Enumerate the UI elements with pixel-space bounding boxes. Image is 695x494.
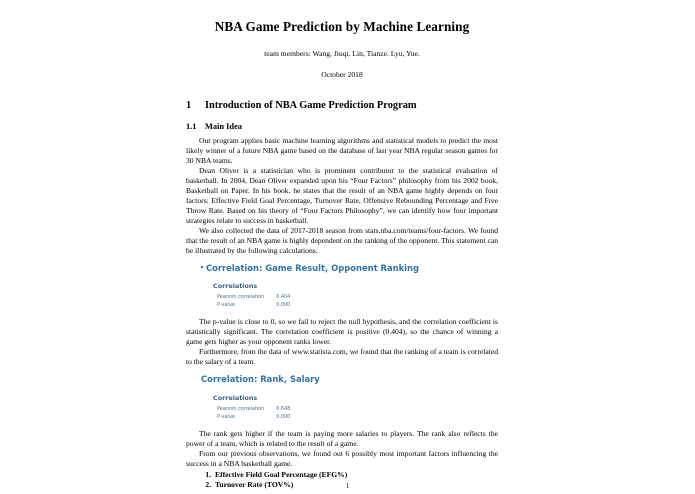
page-number: 1	[345, 482, 350, 490]
paragraph-rank-salary: The rank gets higher if the team is paying more salaries to players. The rank also reflects the power of a team, which is related to the result of a game.	[186, 428, 498, 448]
pearson-correlation-value-2: 0.648	[276, 405, 291, 412]
correlation-heading-2-label: Correlation: Rank, Salary	[201, 374, 320, 385]
date-line: October 2018	[321, 69, 363, 79]
p-value-value-2: 0.000	[276, 413, 291, 420]
artifact-mark-2: ·	[336, 423, 338, 430]
paragraph-data-collection: We also collected the data of 2017-2018 season from stats.nba.com/teams/four-factors. We found that the result of an NBA game is highly dependent on the ranking of the opponent. This statement can be illustrated by the following calculations.	[186, 225, 498, 256]
correlations-table-2	[217, 406, 290, 422]
page-content	[186, 0, 498, 491]
paragraph-statista: Furthermore, from the data of www.statista.com, we found that the ranking of a team is correlated to the salary of a team.	[186, 347, 498, 367]
section-title: Introduction of NBA Game Prediction Program	[205, 99, 417, 111]
p-value-label-2: P-value	[217, 413, 235, 420]
table-row	[217, 406, 290, 414]
square-bullet-icon	[201, 266, 203, 268]
section-number: 1	[186, 99, 192, 111]
p-value-label-1: P-value	[217, 302, 235, 309]
pearson-correlation-label-2: Pearson correlation	[217, 405, 265, 412]
pearson-correlation-label-1: Pearson correlation	[217, 294, 265, 301]
paragraph-main-idea: Our program applies basic machine learning algorithms and statistical models to predict the most likely winner of a future NBA game based on the database of last year NBA regular season games for 30 NBA teams.	[186, 135, 498, 165]
correlations-table-title-2: Correlations	[213, 393, 258, 402]
artifact-mark-1: ·	[336, 312, 338, 319]
p-value-value-1: 0.000	[276, 302, 291, 309]
correlations-table-1	[217, 294, 290, 310]
paragraph-dean-oliver: Dean Oliver is a statistician who is prominent contributor to the statistical evaluation of basketball. In 2004, Dean Oliver expanded upon his “Four Factors” philosophy from his 2002 book, Basketball on Paper. In his book, he states that the result of an NBA game highly depends on four factors: Effective Field Goal Percentage, Turnover Rate, Offensive Rebounding Percentage and Free Throw Rate. Based on his theory of “Four Factors Philosophy”, we can identify how four important strategies relate to success in basketball.	[186, 165, 498, 225]
page-title: NBA Game Prediction by Machine Learning	[214, 19, 470, 34]
subsection-heading	[186, 122, 498, 131]
pearson-correlation-value-1: 0.404	[276, 294, 291, 301]
correlation-heading-2	[201, 374, 498, 384]
author-line: team members: Wang, Jiuqi. Lin, Tianze. Lyu, Yue.	[264, 48, 420, 58]
correlation-output-block-1	[186, 263, 498, 317]
correlation-heading-1	[201, 263, 498, 273]
correlations-table-title-1: Correlations	[213, 282, 258, 291]
subsection-title: Main Idea	[205, 121, 242, 131]
list-item: 1. Effective Field Goal Percentage (EFG%)	[213, 470, 498, 480]
correlation-output-block-2	[186, 374, 498, 428]
paragraph-pvalue-analysis: The p-value is close to 0, so we fail to reject the null hypothesis, and the correlation coefficient is statistically significant. The correlation coefficient is positive (0.404), so the chance of winning a game gets higher as your opponent ranks lower.	[186, 317, 498, 347]
correlation-heading-1-label: Correlation: Game Result, Opponent Ranking	[206, 263, 419, 274]
list-item: 2. Turnover Rate (TOV%)	[213, 480, 498, 490]
table-row	[217, 302, 290, 310]
section-heading	[186, 100, 498, 111]
table-row	[217, 414, 290, 422]
paragraph-six-factors: From our previous observations, we found out 6 possibly most important factors influencing the success in a NBA basketball game.	[186, 448, 498, 468]
table-row	[217, 294, 290, 302]
subsection-number: 1.1	[186, 121, 197, 131]
